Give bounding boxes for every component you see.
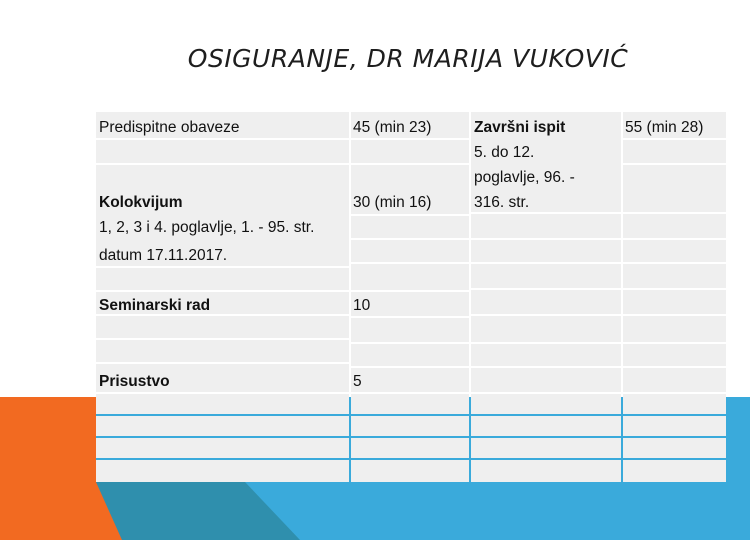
table-cell [471,460,621,482]
table-cell [96,416,349,436]
table-cell [471,344,621,366]
table-cell [623,394,726,414]
table-cell [623,214,726,238]
prisustvo-label: Prisustvo [99,373,170,390]
table-cell [351,344,469,366]
table-cell [623,264,726,288]
kolokvijum-label: Kolokvijum [99,194,183,211]
table-cell [471,416,621,436]
table-cell [623,165,726,212]
table-cell [351,394,469,414]
table-cell [351,368,469,392]
table-cell [351,416,469,436]
slide-title: OSIGURANJE, DR MARIJA VUKOVIĆ [187,44,629,73]
table-cell [623,344,726,366]
table-cell [96,394,349,414]
table-cell [471,438,621,458]
table-cell [623,140,726,163]
table-cell [623,368,726,392]
table-cell [623,240,726,262]
table-cell [351,318,469,342]
table-cell [351,216,469,238]
zavrsni-detail-3: 316. str. [474,194,530,211]
kolokvijum-date: datum 17.11.2017. [99,247,228,264]
grading-table [96,112,726,482]
predispitne-points: 45 (min 23) [353,119,432,136]
prisustvo-points: 5 [353,373,362,390]
table-cell [623,438,726,458]
table-cell [471,394,621,414]
table-cell [471,316,621,342]
zavrsni-points: 55 (min 28) [625,119,704,136]
table-cell [351,438,469,458]
zavrsni-label: Završni ispit [474,119,566,136]
table-cell [623,290,726,314]
table-cell [96,460,349,482]
table-cell [623,316,726,342]
table-cell [96,316,349,338]
table-cell [96,438,349,458]
table-cell [471,214,621,238]
table-cell [96,268,349,290]
table-cell [96,140,349,163]
seminarski-points: 10 [353,297,371,314]
seminarski-label: Seminarski rad [99,297,211,314]
table-cell [96,340,349,362]
table-cell [351,460,469,482]
kolokvijum-detail: 1, 2, 3 i 4. poglavlje, 1. - 95. str. [99,219,315,236]
table-cell [471,368,621,392]
table-cell [623,416,726,436]
table-cell [623,460,726,482]
table-cell [351,264,469,290]
zavrsni-detail-1: 5. do 12. [474,144,535,161]
kolokvijum-points: 30 (min 16) [353,194,432,211]
table-cell [351,140,469,163]
table-cell [471,290,621,314]
zavrsni-detail-2: poglavlje, 96. - [474,169,575,186]
predispitne-label: Predispitne obaveze [99,119,240,136]
table-cell [351,240,469,262]
table-cell [471,240,621,262]
table-cell [471,264,621,288]
